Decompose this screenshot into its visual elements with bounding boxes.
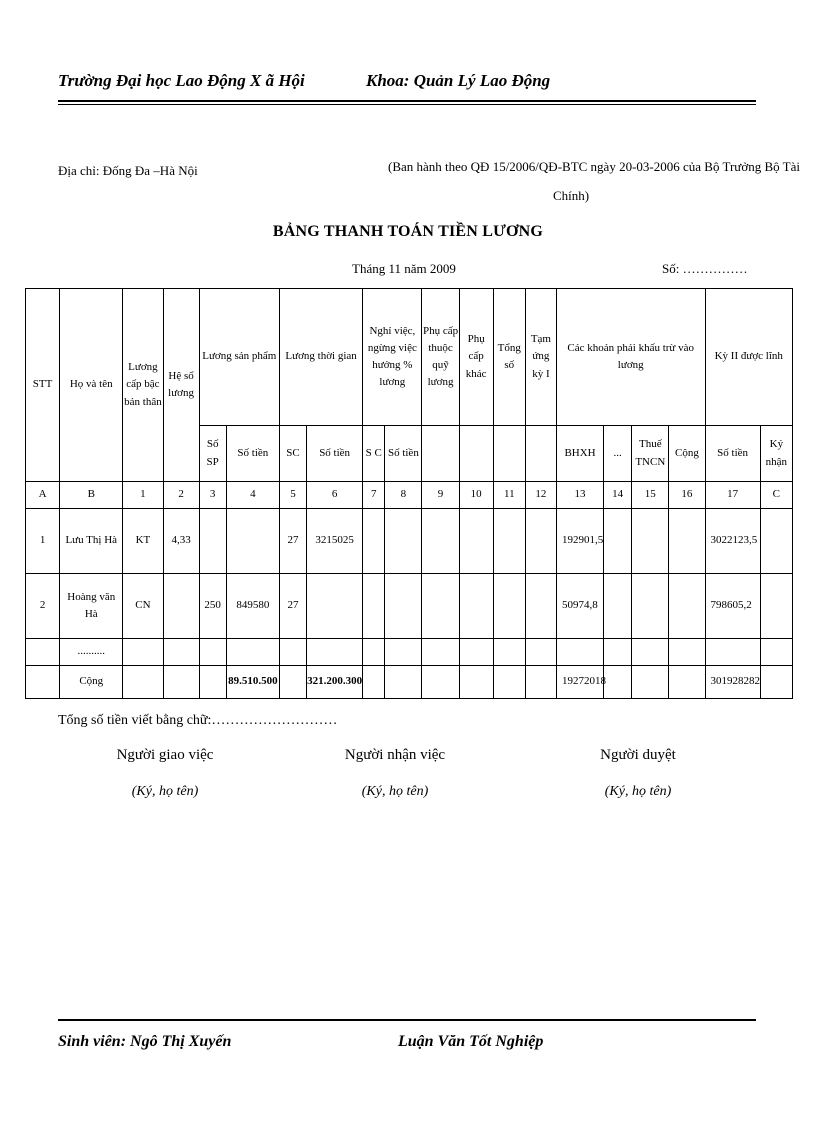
signature-sub-assigner: (Ký, họ tên) — [131, 784, 199, 799]
code-cell: A — [26, 482, 60, 509]
amount-in-words: Tổng số tiền viết bằng chữ:……………………… — [58, 713, 338, 728]
row-stt: 2 — [26, 574, 60, 639]
signature-sub-approver: (Ký, họ tên) — [604, 784, 672, 799]
total-tien-sp: 89.510.500 — [226, 666, 279, 699]
faculty-name: Khoa: Quản Lý Lao Động — [366, 71, 551, 90]
row-tien-sp: 849580 — [226, 574, 279, 639]
code-cell: 12 — [525, 482, 556, 509]
header-rule-thin — [58, 104, 756, 105]
dots-cell: .......... — [60, 639, 123, 666]
school-name: Trường Đại học Lao Động X ã Hội — [58, 71, 305, 90]
row-tien-tg: 3215025 — [307, 509, 363, 574]
code-cell: 2 — [163, 482, 199, 509]
row-sc: 27 — [279, 574, 306, 639]
header-so-tien-tg: Số tiền — [307, 426, 363, 482]
total-row — [26, 666, 793, 699]
code-cell: 5 — [279, 482, 306, 509]
header-cong-kt: Cộng — [669, 426, 705, 482]
row-cap-bac: CN — [123, 574, 163, 639]
code-cell: B — [60, 482, 123, 509]
row-ky2: 3022123,5 — [705, 509, 760, 574]
month-line: Tháng 11 năm 2009 — [352, 261, 456, 276]
code-cell: 1 — [123, 482, 163, 509]
signature-title-assigner: Người giao việc — [116, 747, 214, 763]
row-he-so: 4,33 — [163, 509, 199, 574]
row-cap-bac: KT — [123, 509, 163, 574]
header-phu-cap-quy: Phụ cấp thuộc quỹ lương — [422, 289, 459, 426]
header-nghi-viec: Nghỉ việc, ngừng việc hưởng % lương — [363, 289, 422, 426]
code-row — [26, 482, 793, 509]
header-so-tien-nv: Số tiền — [385, 426, 422, 482]
header-tam-ung: Tạm ứng kỳ I — [525, 289, 556, 426]
decree-line-1: (Ban hành theo QĐ 15/2006/QĐ-BTC ngày 20-03-2006 của Bộ Trưởng Bộ Tài — [388, 159, 800, 174]
row-name: Hoàng văn Hà — [60, 574, 123, 639]
decree-line-2: Chính) — [553, 188, 590, 203]
number-line: Số: …………… — [662, 261, 748, 276]
header-s-c: S C — [363, 426, 385, 482]
code-cell: 8 — [385, 482, 422, 509]
header-stt: STT — [26, 289, 60, 482]
footer-rule — [58, 1019, 756, 1021]
row-so-sp — [199, 509, 226, 574]
header-khau-tru: Các khoản phải khấu trừ vào lương — [556, 289, 705, 426]
code-cell: 9 — [422, 482, 459, 509]
header-ky-2: Kỳ II được lĩnh — [705, 289, 793, 426]
header-rule — [58, 100, 756, 102]
row-tien-tg — [307, 574, 363, 639]
row-name: Lưu Thị Hà — [60, 509, 123, 574]
row-he-so — [163, 574, 199, 639]
code-cell: 13 — [556, 482, 603, 509]
row-ky2: 798605,2 — [705, 574, 760, 639]
code-cell: C — [760, 482, 792, 509]
header-name: Họ và tên — [60, 289, 123, 482]
header-so-tien-sp: Số tiền — [226, 426, 279, 482]
code-cell: 11 — [493, 482, 525, 509]
header-luong-cap-bac: Lương cấp bậc bản thân — [123, 289, 163, 482]
code-cell: 15 — [632, 482, 669, 509]
table-header-row — [26, 289, 793, 426]
address: Địa chỉ: Đống Đa –Hà Nội — [58, 163, 198, 178]
header-phu-cap-khac: Phụ cấp khác — [459, 289, 493, 426]
row-stt: 1 — [26, 509, 60, 574]
code-cell: 10 — [459, 482, 493, 509]
header-he-so: Hệ số lương — [163, 289, 199, 482]
table-row — [26, 574, 793, 639]
row-tien-sp — [226, 509, 279, 574]
header-ky-nhan: Ký nhận — [760, 426, 792, 482]
header-so-sp: Số SP — [199, 426, 226, 482]
row-so-sp: 250 — [199, 574, 226, 639]
code-cell: 16 — [669, 482, 705, 509]
thesis-label: Luận Văn Tốt Nghiệp — [398, 1033, 544, 1050]
signature-title-receiver: Người nhận việc — [344, 747, 446, 763]
total-label: Cộng — [60, 666, 123, 699]
table-row — [26, 509, 793, 574]
row-bhxh: 50974,8 — [556, 574, 603, 639]
header-dots: ... — [604, 426, 632, 482]
header-thue: Thuế TNCN — [632, 426, 669, 482]
payroll-table — [25, 288, 793, 699]
student-name: Sinh viên: Ngô Thị Xuyến — [58, 1033, 232, 1050]
row-bhxh: 192901,5 — [556, 509, 603, 574]
total-ky2: 301928282 — [705, 666, 760, 699]
header-luong-san-pham: Lương sản phẩm — [199, 289, 279, 426]
code-cell: 17 — [705, 482, 760, 509]
total-bhxh: 19272018 — [556, 666, 603, 699]
header-tong-so: Tổng số — [493, 289, 525, 426]
code-cell: 6 — [307, 482, 363, 509]
code-cell: 7 — [363, 482, 385, 509]
header-sc: SC — [279, 426, 306, 482]
header-so-tien-ky2: Số tiền — [705, 426, 760, 482]
table-row-dots — [26, 639, 793, 666]
code-cell: 3 — [199, 482, 226, 509]
header-luong-thoi-gian: Lương thời gian — [279, 289, 362, 426]
document-title: BẢNG THANH TOÁN TIỀN LƯƠNG — [272, 223, 544, 240]
signature-sub-receiver: (Ký, họ tên) — [361, 784, 429, 799]
row-sc: 27 — [279, 509, 306, 574]
code-cell: 4 — [226, 482, 279, 509]
header-bhxh: BHXH — [556, 426, 603, 482]
signature-title-approver: Người duyệt — [600, 747, 676, 763]
code-cell: 14 — [604, 482, 632, 509]
total-tien-tg: 321.200.300 — [307, 666, 363, 699]
